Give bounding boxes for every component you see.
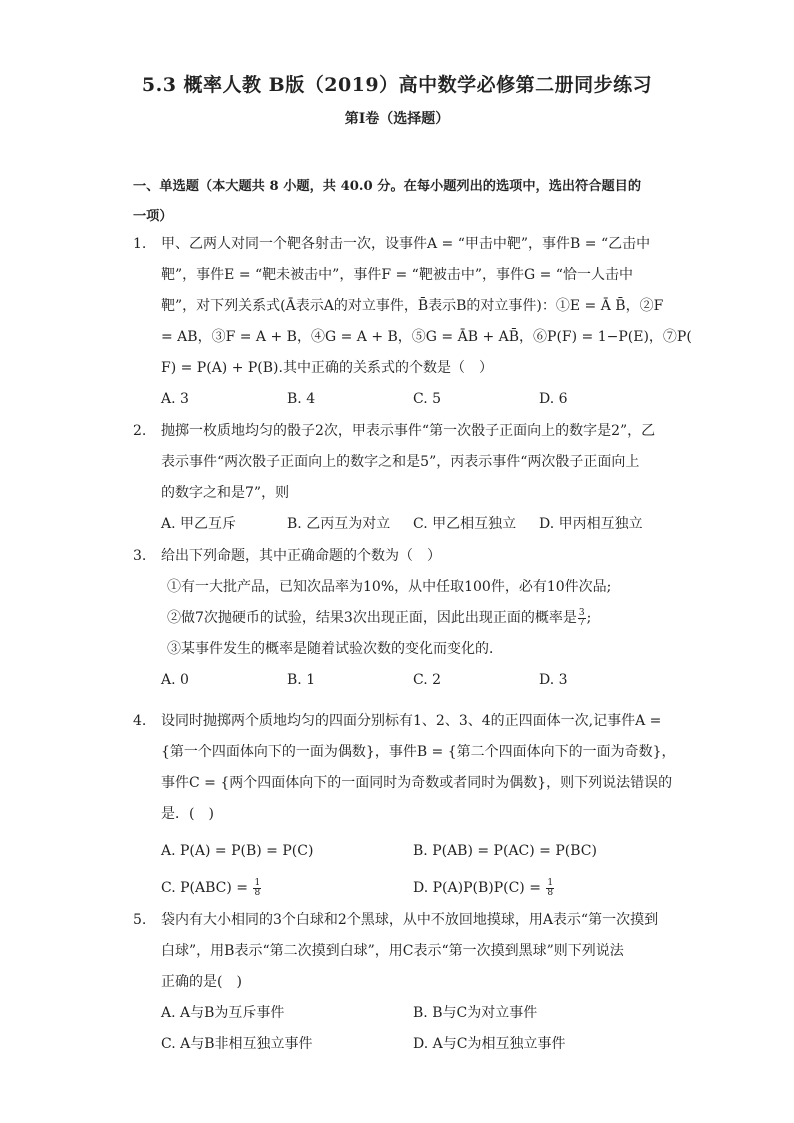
option-b[interactable]: B. B与C为对立事件: [413, 1005, 538, 1021]
fraction-denominator: 8: [254, 887, 261, 898]
question-number: 2.: [133, 423, 147, 439]
proposition-2: [167, 603, 663, 634]
fraction-denominator: 8: [547, 887, 554, 898]
fraction: [546, 879, 554, 898]
section-heading-line: 一、单选题（本大题共 8 小题，共 40.0 分。在每小题列出的选项中，选出符合题目的: [133, 179, 642, 194]
question-3: [133, 541, 663, 696]
fraction-denominator: 7: [578, 617, 585, 628]
option-c[interactable]: C. 甲乙相互独立: [413, 516, 517, 532]
stem-line: 是．( ): [161, 806, 214, 822]
stem-line: 抛掷一枚质地均匀的骰子2次，甲表示事件“第一次骰子正面向上的数字是2”，乙: [161, 423, 656, 439]
stem-line: F) = P(A) + P(B).其中正确的关系式的个数是（ ）: [161, 360, 493, 376]
question-4: [133, 706, 676, 904]
options-row: [161, 998, 663, 1029]
stem-line: {第一个四面体向下的一面为偶数}，事件B = {第二个四面体向下的一面为奇数}，: [161, 744, 676, 760]
option-a[interactable]: A. A与B为互斥事件: [161, 1005, 285, 1021]
proposition-2-end: ;: [586, 610, 592, 626]
option-c-text: C. P(ABC) =: [161, 880, 249, 896]
stem-line: 的数字之和是7”，则: [161, 485, 290, 501]
option-c[interactable]: [161, 873, 262, 904]
stem-line: 设同时抛掷两个质地均匀的四面分别标有1、2、3、4的正四面体一次,记事件A =: [161, 713, 662, 729]
question-stem: [161, 416, 663, 509]
options-row: [161, 384, 663, 415]
option-b[interactable]: B. 1: [287, 672, 316, 688]
option-a[interactable]: A. P(A) = P(B) = P(C): [161, 843, 314, 859]
option-c[interactable]: C. 2: [413, 672, 442, 688]
option-d[interactable]: D. 甲丙相互独立: [539, 516, 643, 532]
fraction: [578, 609, 586, 628]
stem-line: 正确的是( ): [161, 974, 242, 990]
option-c[interactable]: C. A与B非相互独立事件: [161, 1036, 313, 1052]
fraction: [253, 879, 261, 898]
stem-line: 白球”，用B表示“第二次摸到白球”，用C表示“第一次摸到黑球”则下列说法: [161, 943, 624, 959]
proposition-2-text: ②做7次抛硬币的试验，结果3次出现正面，因此出现正面的概率是: [167, 610, 577, 626]
fraction-numerator: 1: [547, 877, 554, 888]
volume-subtitle: 第I卷（选择题）: [344, 111, 450, 127]
fraction-numerator: 1: [254, 877, 261, 888]
page-title: 5.3 概率人教 B版（2019）高中数学必修第二册同步练习: [141, 74, 653, 96]
stem-line: 表示事件“两次骰子正面向上的数字之和是5”，丙表示事件“两次骰子正面向上: [161, 454, 640, 470]
option-a[interactable]: A. 甲乙互斥: [161, 516, 237, 532]
option-d-text: D. P(A)P(B)P(C) =: [413, 880, 541, 896]
question-5: [133, 905, 663, 1060]
stem-line: 靶”，对下列关系式(Ā表示A的对立事件，B̄表示B的对立事件)：①E = Ā B̄，②F: [161, 298, 664, 314]
option-d[interactable]: D. 3: [539, 672, 568, 688]
option-a[interactable]: A. 3: [161, 391, 189, 407]
fraction-numerator: 3: [578, 607, 585, 618]
option-c[interactable]: C. 5: [413, 391, 442, 407]
section-heading: [133, 172, 663, 232]
option-b[interactable]: B. 4: [287, 391, 316, 407]
option-d[interactable]: D. 6: [539, 391, 568, 407]
stem-line: 靶”，事件E = “靶未被击中”，事件F = “靶被击中”，事件G = “恰一人击中: [161, 267, 633, 283]
question-number: 5.: [133, 912, 147, 928]
stem-line: 甲、乙两人对同一个靶各射击一次，设事件A = “甲击中靶”，事件B = “乙击中: [161, 236, 651, 252]
options-row: [161, 509, 663, 540]
option-b[interactable]: B. 乙丙互为对立: [287, 516, 391, 532]
options-row: [161, 836, 663, 867]
options-row: [161, 665, 663, 696]
section-heading-line: 一项）: [133, 209, 173, 224]
stem-line: 给出下列命题，其中正确命题的个数为（ ）: [161, 548, 441, 564]
option-d[interactable]: [413, 873, 555, 904]
option-a[interactable]: A. 0: [161, 672, 189, 688]
stem-line: 事件C = {两个四面体向下的一面同时为奇数或者同时为偶数}，则下列说法错误的: [161, 775, 673, 791]
stem-line: = AB，③F = A + B，④G = A + B，⑤G = ĀB + AB̄，⑥P(F) = 1−P(E)，⑦P(: [161, 329, 692, 345]
question-number: 1.: [133, 236, 147, 252]
question-number: 4.: [133, 713, 147, 729]
proposition-3: ③某事件发生的概率是随着试验次数的变化而变化的．: [167, 641, 503, 657]
question-2: [133, 416, 663, 540]
question-stem: [161, 905, 663, 998]
option-d[interactable]: D. A与C为相互独立事件: [413, 1036, 566, 1052]
proposition-1: ①有一大批产品，已知次品率为10%，从中任取100件，必有10件次品;: [167, 579, 612, 595]
option-b[interactable]: B. P(AB) = P(AC) = P(BC): [413, 843, 597, 859]
stem-line: 袋内有大小相同的3个白球和2个黑球，从中不放回地摸球，用A表示“第一次摸到: [161, 912, 659, 928]
question-stem: [161, 706, 676, 830]
question-number: 3.: [133, 548, 147, 564]
options-row: [161, 873, 663, 904]
question-stem: [161, 229, 692, 384]
question-1: [133, 229, 692, 415]
options-row: [161, 1029, 663, 1060]
question-stem: [161, 541, 663, 665]
